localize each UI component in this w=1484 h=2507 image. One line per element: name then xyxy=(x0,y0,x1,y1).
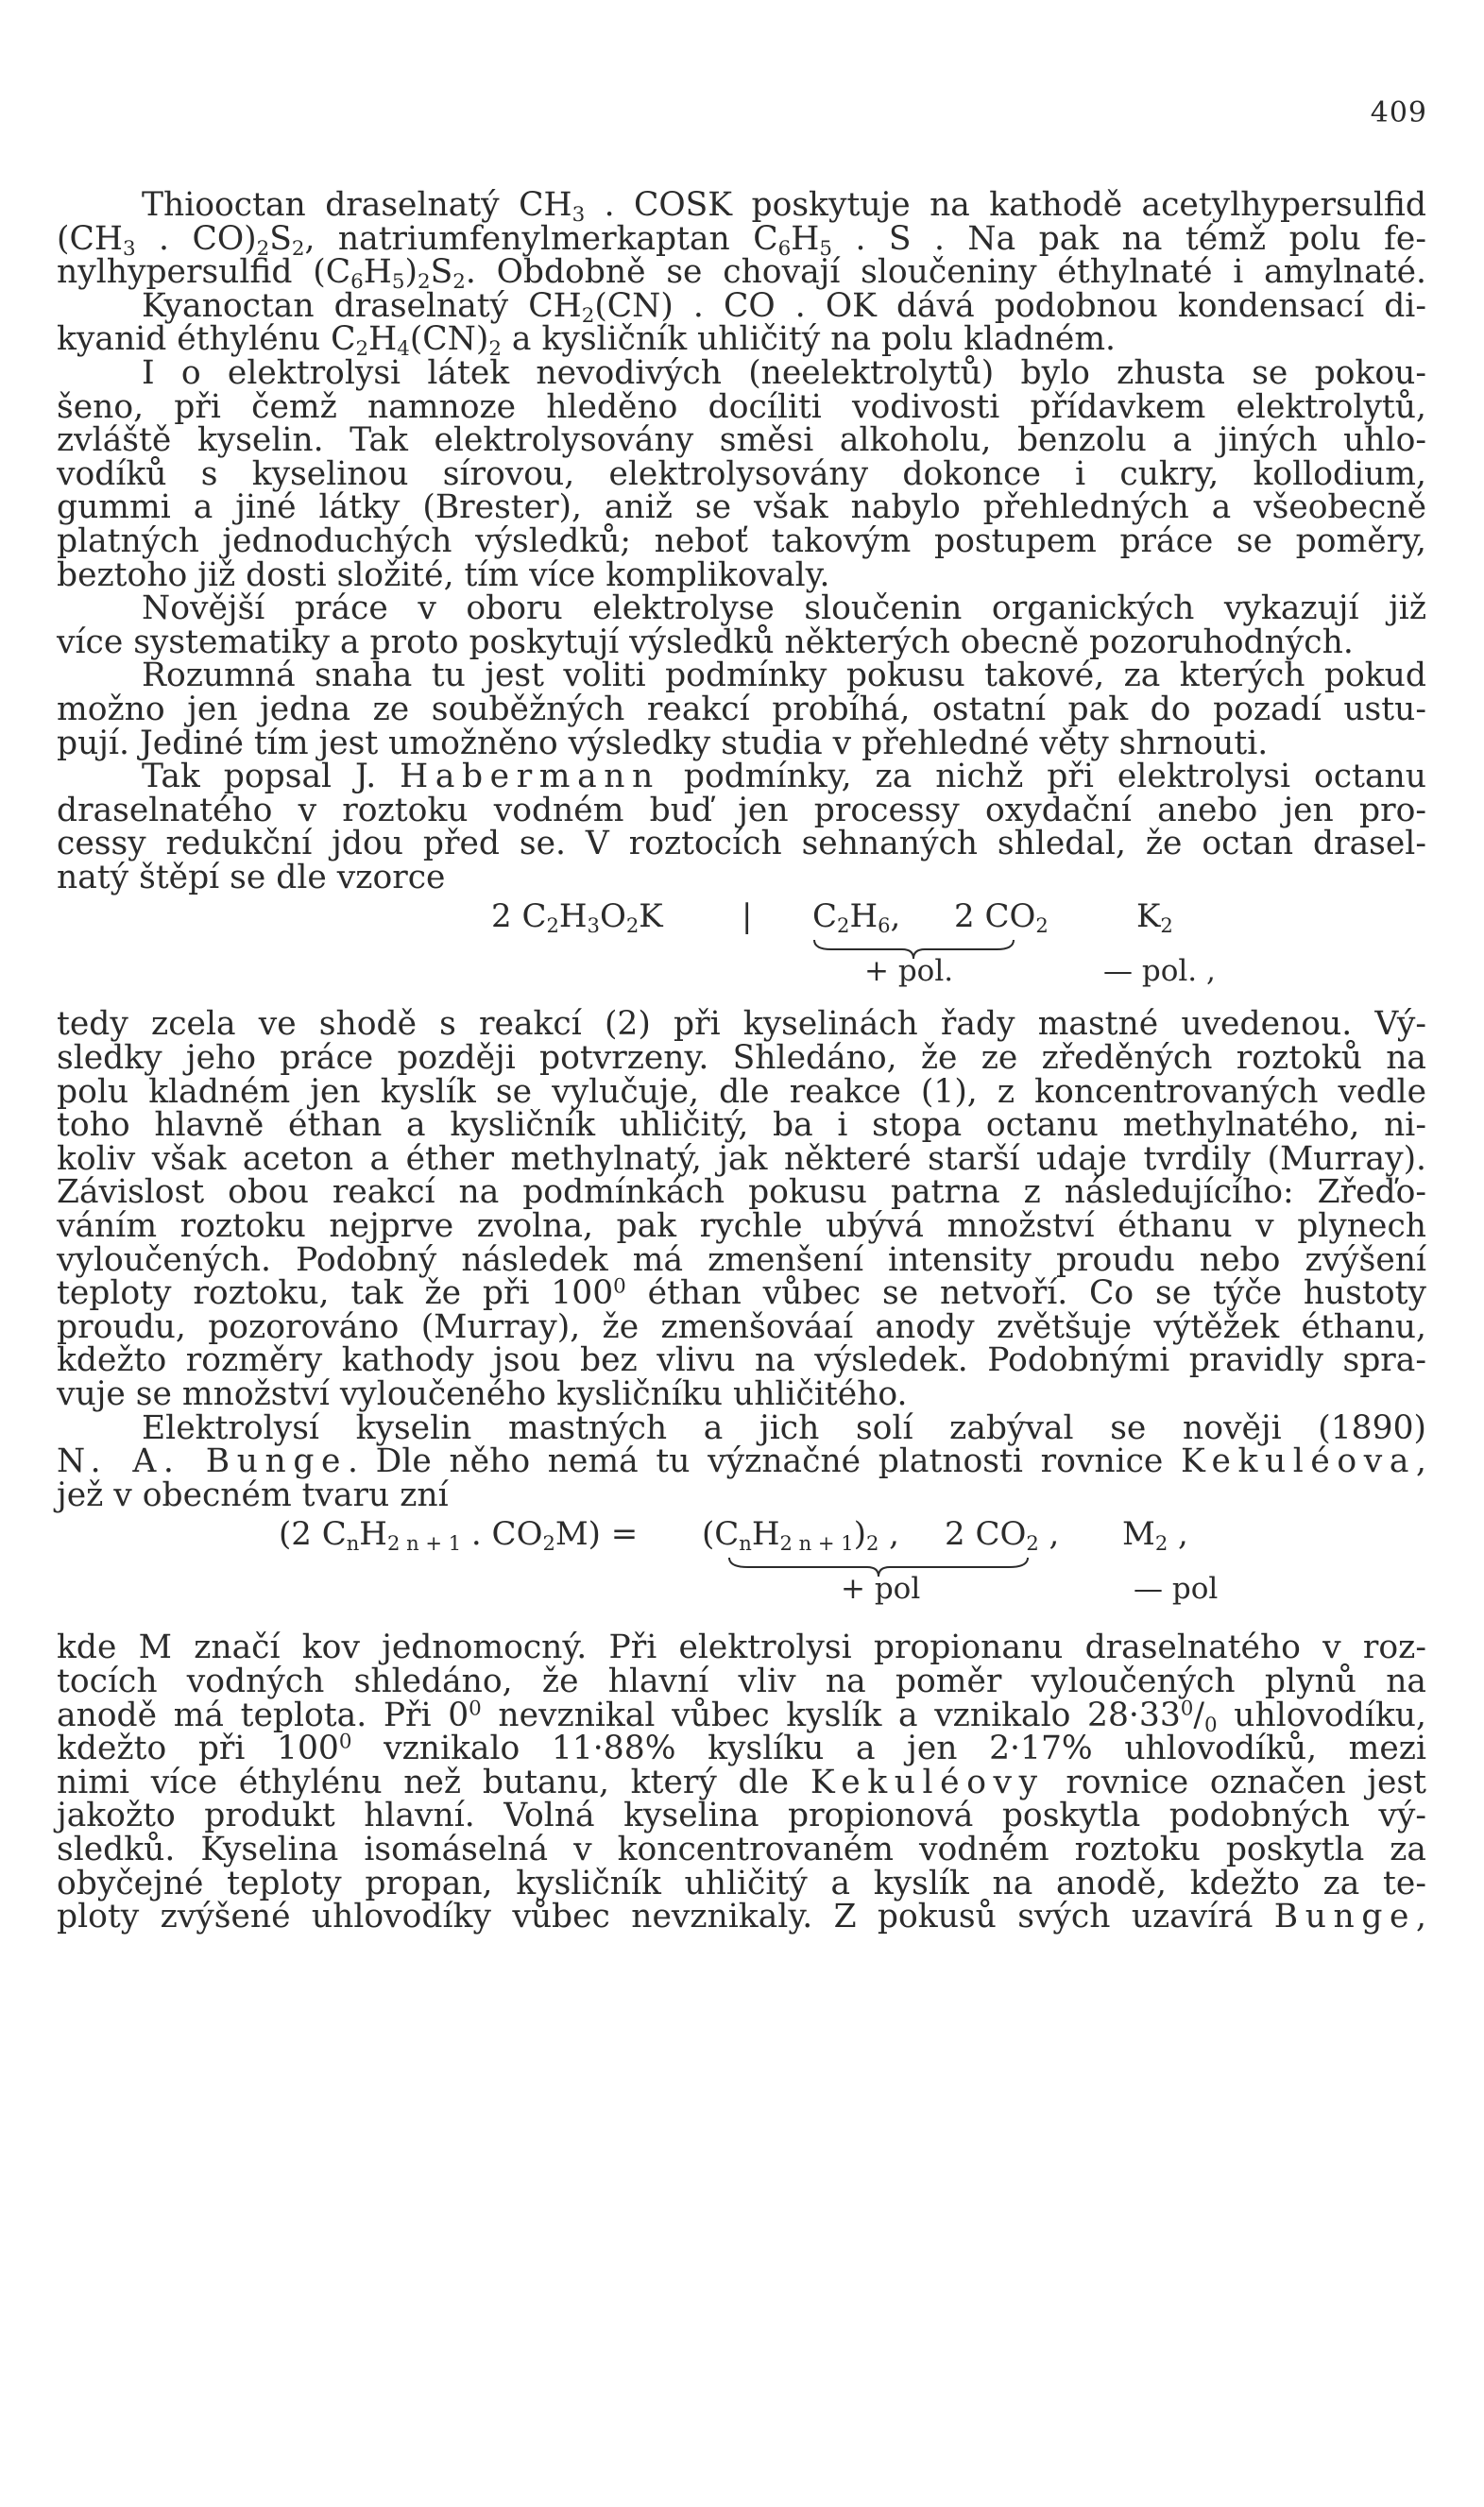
text-line: vyloučených. Podobný následek má zmenšení intensity proudu nebo zvýšení xyxy=(57,1240,1426,1279)
formula-co2: 2 $CO_2$ xyxy=(954,897,1049,938)
text-line: Kyanoctan draselnatý $CH_2(CN)$ . CO . OK dává podobnou kondensací di- xyxy=(142,286,1427,328)
text-line: jakožto produkt hlavní. Volná kyselina propionová poskytla podobných vý- xyxy=(57,1797,1426,1835)
text-line: polu kladném jen kyslík se vylučuje, dle reakce (1), z koncentrovaných vedle xyxy=(57,1072,1426,1111)
text-line: kde M značí kov jednomocný. Při elektrolysi propionanu draselnatého v roz- xyxy=(57,1629,1426,1667)
anode-label: + pol. xyxy=(864,954,954,989)
formula-reactant: (2 $C_nH_{2 n + 1}$ . $CO_2M$) = xyxy=(279,1515,639,1556)
text-line: tedy zcela ve shodě s reakcí (2) při kyselinách řady mastné uvedenou. Vý- xyxy=(57,1005,1426,1044)
text-line: nylhypersulfid $(C_6H_5)_2S_2$. Obdobně se chovají sloučeniny éthylnaté i amylnaté. xyxy=(57,253,1426,295)
text-line: vodíků s kyselinou sírovou, elektrolysovány dokonce i cukry, kollodium, xyxy=(57,454,1426,493)
text-line: Tak popsal J. Habermann podmínky, za nichž při elektrolysi octanu xyxy=(142,758,1426,796)
formula-kekule xyxy=(57,1512,1426,1631)
text-line: možno jen jedna ze souběžných reakcí probíhá, ostatní pak do pozadí ustu- xyxy=(57,690,1426,728)
text-line: ploty zvýšené uhlovodíky vůbec nevznikaly. Z pokusů svých uzavírá Bunge, xyxy=(57,1898,1426,1936)
text-line: váním roztoku nejprve zvolna, pak rychle ubývá množství éthanu v plynech xyxy=(57,1207,1426,1246)
text-line: draselnatého v roztoku vodném buď jen processy oxydační anebo jen pro- xyxy=(57,791,1426,829)
text-line: sledky jeho práce později potvrzeny. Shledáno, že ze zředěných roztoků na xyxy=(57,1039,1426,1078)
text-line: jež v obecném tvaru zní xyxy=(57,1475,449,1514)
anode-label: + pol xyxy=(841,1572,921,1607)
text-line: koliv však aceton a éther methylnatý, jak některé starší udaje tvrdily (Murray). xyxy=(57,1139,1426,1178)
cathode-label: — pol. , xyxy=(1103,954,1216,989)
text-line: gummi a jiné látky (Brester), aniž se však nabylo přehledných a všeobecně xyxy=(57,488,1426,527)
text-line: anodě má teplota. Při $0^0$ nevznikal vůbec kyslík a vznikalo $28\cdot 33^0/_0$ uhlovodíku, xyxy=(57,1696,1426,1737)
text-line: sledků. Kyselina isomáselná v koncentrovaném vodném roztoku poskytla za xyxy=(57,1830,1426,1868)
formula-ethane: $C_2H_6$, xyxy=(812,897,901,938)
author-name: Kekuléovy xyxy=(810,1763,1045,1801)
formula-reactant: 2 $C_2H_3O_2K$ xyxy=(491,897,663,938)
cathode-label: — pol xyxy=(1134,1572,1219,1607)
text-line: ($CH_3$ . $CO)_2S_2$, natriumfenylmerkaptan $C_6H_5$ . S . Na pak na témž polu fe- xyxy=(57,219,1426,261)
text-line: tocích vodných shledáno, že hlavní vliv na poměr vyloučených plynů na xyxy=(57,1662,1426,1700)
text-line: beztoho již dosti složité, tím více komplikovaly. xyxy=(57,555,830,594)
text-line: Novější práce v oboru elektrolyse sloučenin organických vykazují již xyxy=(142,589,1426,628)
text-line: nimi více éthylénu než butanu, který dle Kekuléovy rovnice označen jest xyxy=(57,1763,1426,1801)
text-line: vuje se množství vyloučeného kysličníku uhličitého. xyxy=(57,1375,908,1413)
formula-metal: $M_2$ , xyxy=(1122,1515,1188,1556)
text-line: I o elektrolysi látek nevodivých (neelektrolytů) bylo zhusta se pokou- xyxy=(142,353,1426,392)
formula-co2: 2 $CO_2$ , xyxy=(945,1515,1060,1556)
formula-separator: | xyxy=(742,897,753,936)
text-line: cessy redukční jdou před se. V roztocích sehnaných shledal, že octan drasel- xyxy=(57,825,1426,863)
page-number: 409 xyxy=(1370,96,1427,129)
text-line: platných jednoduchých výsledků; neboť takovým postupem práce se poměry, xyxy=(57,521,1426,560)
text-line: obyčejné teploty propan, kysličník uhličitý a kyslík na anodě, kdežto za te- xyxy=(57,1864,1426,1902)
body-text xyxy=(57,186,1427,1936)
text-line: Závislost obou reakcí na podmínkách pokusu patrna z následujícího: Zřeďo- xyxy=(57,1173,1426,1212)
text-line: kdežto při $100^0$ vznikalo 11·88% kyslíku a jen 2·17% uhlovodíků, mezi xyxy=(57,1730,1426,1768)
text-line: šeno, při čemž namnoze hleděno docíliti vodivosti přídavkem elektrolytů, xyxy=(57,387,1426,426)
text-line: pují. Jediné tím jest umožněno výsledky studia v přehledné věty shrnouti. xyxy=(57,724,1269,762)
text-line: proudu, pozorováno (Murray), že zmenšováaí anody zvětšuje výtěžek éthanu, xyxy=(57,1307,1426,1346)
text-line: Thiooctan draselnatý $CH_3$ . COSK poskytuje na kathodě acetylhypersulfid xyxy=(142,186,1426,227)
text-line: kyanid éthylénu $C_2H_4(CN)_2$ a kysličník uhličitý na polu kladném. xyxy=(57,320,1116,362)
text-line: zvláště kyselin. Tak elektrolysovány směsi alkoholu, benzolu a jiných uhlo- xyxy=(57,421,1426,460)
text-line: Elektrolysí kyselin mastných a jich solí zabýval se nověji (1890) xyxy=(142,1408,1426,1447)
author-name: Habermann xyxy=(400,758,660,796)
text-line: teploty roztoku, tak že při $100^0$ éthan vůbec se netvoří. Co se týče hustoty xyxy=(57,1274,1426,1313)
text-line: více systematiky a proto poskytují výsledků některých obecně pozoruhodných. xyxy=(57,622,1354,661)
formula-potassium: $K_2$ xyxy=(1136,897,1173,938)
text-line: kdežto rozměry kathody jsou bez vlivu na výsledek. Podobnými pravidly spra- xyxy=(57,1341,1426,1380)
text-line: natý štěpí se dle vzorce xyxy=(57,858,446,896)
author-name: N. A. Bunge xyxy=(57,1442,348,1481)
formula-hydrocarbon: $(C_nH_{2 n + 1})_2$ , xyxy=(702,1515,899,1556)
text-line: Rozumná snaha tu jest voliti podmínky pokusu takové, za kterých pokud xyxy=(142,657,1426,695)
text-line: N. A. Bunge. Dle něho nemá tu význačné platnosti rovnice Kekuléova, xyxy=(57,1442,1426,1481)
text-line: toho hlavně éthan a kysličník uhličitý, ba i stopa octanu methylnatého, ni- xyxy=(57,1106,1426,1145)
author-name: Bunge xyxy=(1273,1898,1417,1936)
author-name: Kekuléova xyxy=(1181,1442,1417,1481)
formula-acetate xyxy=(57,895,1426,1008)
